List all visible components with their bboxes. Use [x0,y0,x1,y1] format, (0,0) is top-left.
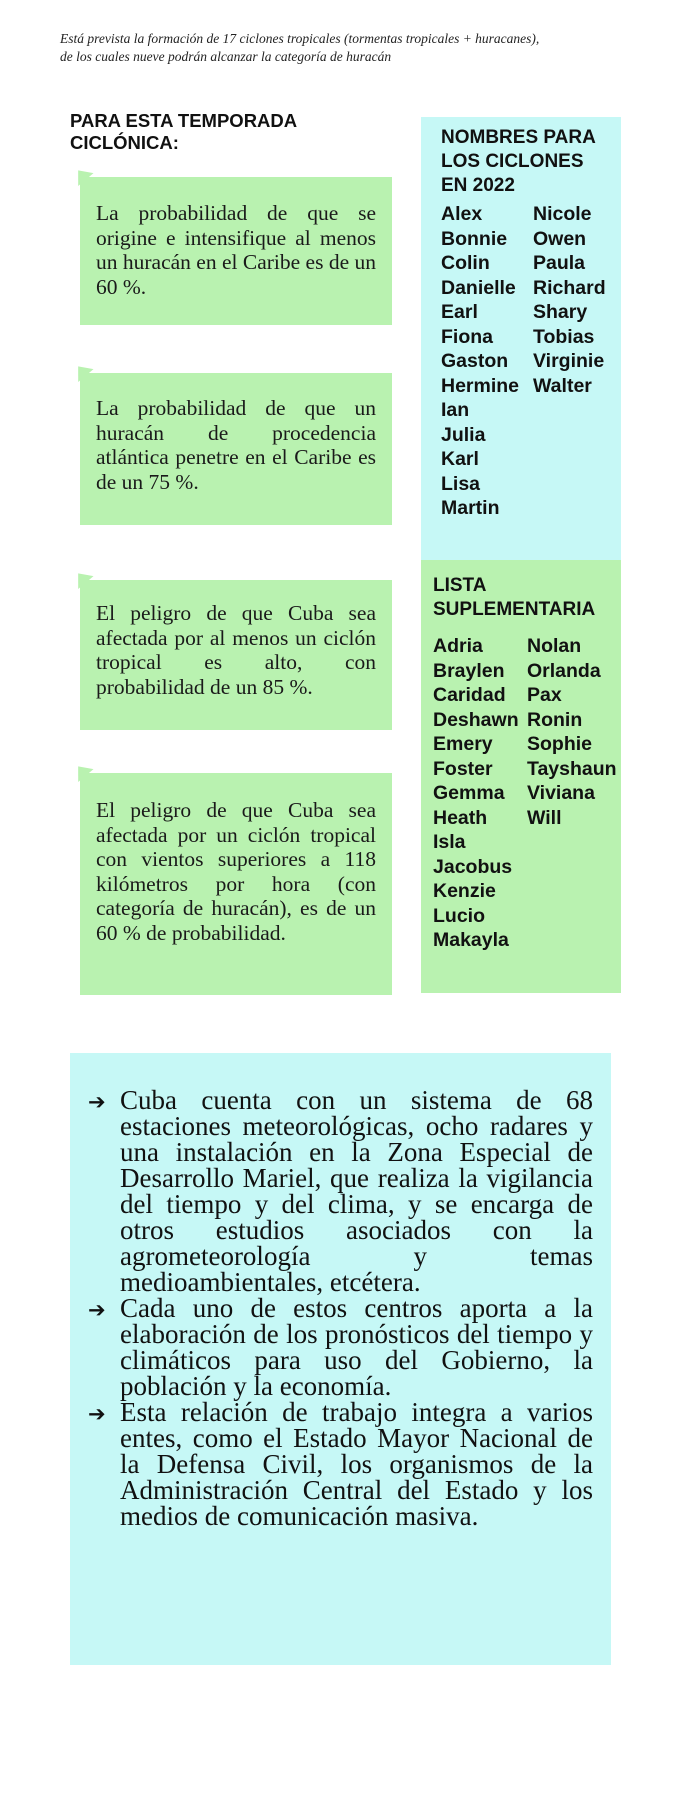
list-item: Ian [441,399,470,421]
supplementary-list-panel [421,560,621,993]
supplementary-col-1 [433,634,527,953]
list-item: Virginie [533,350,605,372]
callout-notch [70,164,93,186]
list-item: Lucio [433,904,485,927]
cyclone-names-columns [441,202,621,521]
info-bullet-1 [88,1087,593,1295]
info-bullet-text-3: Esta relación de trabajo integra a varios entes, como el Estado Mayor Nacional de la Defensa Civil, los organismos de la Administración Central del Estado y los medios de comunicación masiva. [120,1397,593,1531]
list-item: Shary [533,301,588,323]
list-item: Pax [527,684,562,706]
list-item: Colin [441,252,490,274]
list-item: Ronin [527,708,583,731]
cyclone-names-2022-panel [421,117,621,560]
cyclone-names-title-line-3: EN 2022 [441,175,515,196]
supplementary-columns [433,634,621,953]
list-item: Makayla [433,929,509,951]
info-bullet-text-2: Cada uno de estos centros aporta a la elaboración de los pronósticos del tiempo y climáticos para uso del Gobierno, la población y la economía. [120,1293,593,1401]
probability-box-2 [80,373,392,525]
list-item: Gaston [441,350,509,372]
list-item: Caridad [433,684,506,706]
list-item: Emery [433,733,493,755]
list-item: Tayshaun [527,757,617,780]
supplementary-title-line-1: LISTA [433,575,487,596]
list-item: Danielle [441,276,516,299]
callout-notch [70,360,93,382]
info-bullet-3 [88,1399,593,1529]
list-item: Braylen [433,659,505,682]
info-bullet-2 [88,1295,593,1399]
list-item: Owen [533,227,587,250]
info-panel [70,1053,611,1665]
probability-box-3 [80,580,392,730]
list-item: Walter [533,374,592,397]
list-item: Hermine [441,374,520,397]
cyclone-names-title-line-1: NOMBRES PARA [441,127,596,148]
probability-box-4 [80,773,392,995]
probability-text-3: El peligro de que Cuba sea afectada por al menos un ciclón tropical es alto, con probabilidad de un 85 %. [96,601,376,699]
list-item: Tobias [533,325,595,348]
cyclone-names-col-1 [441,202,533,521]
arrow-right-icon: ➔ [88,1298,106,1322]
list-item: Martin [441,497,500,519]
arrow-right-icon: ➔ [88,1402,106,1426]
list-item: Deshawn [433,708,519,731]
callout-notch [70,760,93,782]
intro-caption [60,30,680,66]
probability-box-1 [80,177,392,325]
list-item: Nolan [527,635,582,657]
list-item: Karl [441,448,479,470]
supplementary-title-line-2: SUPLEMENTARIA [433,599,596,620]
cyclone-names-col-2 [533,202,606,521]
list-item: Kenzie [433,880,496,902]
list-item: Jacobus [433,855,513,878]
season-heading-line-1: PARA ESTA TEMPORADA [70,110,298,131]
list-item: Nicole [533,203,592,225]
intro-line-2: de los cuales nueve podrán alcanzar la categoría de huracán [60,49,392,64]
list-item: Alex [441,203,483,225]
list-item: Sophie [527,733,593,755]
list-item: Gemma [433,782,505,804]
season-heading-line-2: CICLÓNICA: [70,132,179,153]
probability-text-4: El peligro de que Cuba sea afectada por un ciclón tropical con vientos superiores a 118 kilómetros por hora (con categoría de huracán), es de un 60 % de probabilidad. [96,798,376,945]
list-item: Will [527,806,562,829]
list-item: Bonnie [441,227,508,250]
cyclone-names-title [441,126,621,198]
list-item: Fiona [441,325,493,348]
probability-text-2: La probabilidad de que un huracán de procedencia atlántica penetre en el Caribe es de un 75 %. [96,396,376,494]
list-item: Richard [533,276,606,299]
list-item: Foster [433,757,493,780]
intro-line-1: Está prevista la formación de 17 ciclones tropicales (tormentas tropicales + huracanes), [60,31,540,46]
probability-text-1: La probabilidad de que se origine e intensifique al menos un huracán en el Caribe es de un 60 %. [96,201,376,299]
supplementary-title [433,574,621,622]
list-item: Heath [433,806,488,829]
callout-notch [70,567,93,589]
arrow-right-icon: ➔ [88,1090,106,1114]
list-item: Isla [433,831,466,853]
supplementary-col-2 [527,634,617,953]
info-bullet-text-1: Cuba cuenta con un sistema de 68 estaciones meteorológicas, ocho radares y una instalación en la Zona Especial de Desarrollo Mariel, que realiza la vigilancia del tiempo y del clima, y se encarga de otros estudios asociados con la agrometeorología y temas medioambientales, etcétera. [120,1085,593,1297]
list-item: Paula [533,252,586,274]
list-item: Orlanda [527,659,601,682]
list-item: Julia [441,423,486,446]
cyclone-names-title-line-2: LOS CICLONES [441,151,584,172]
list-item: Viviana [527,782,595,804]
season-heading [70,110,370,154]
list-item: Earl [441,301,478,323]
list-item: Lisa [441,472,481,495]
list-item: Adria [433,635,483,657]
